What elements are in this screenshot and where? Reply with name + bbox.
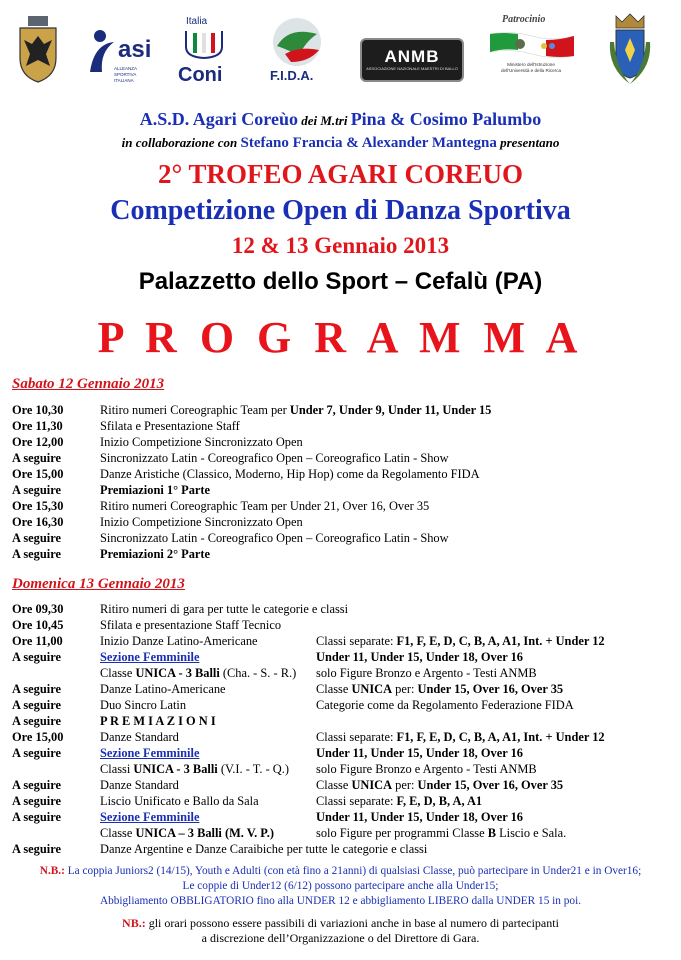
row-desc-text: Inizio Competizione Sincronizzato Open <box>100 515 303 529</box>
schedule-row <box>12 450 677 466</box>
row-classes-bold-2: Under 15, Over 16, Over 35 <box>417 682 564 696</box>
row-classes-extra: per: <box>392 682 418 696</box>
row-time: Ore 16,30 <box>12 515 64 529</box>
row-classes-text: solo Figure per programmi Classe <box>316 826 488 840</box>
row-desc-text: Danze Argentine e Danze Caraibiche per tutte le categorie e classi <box>100 842 428 856</box>
row-time: A seguire <box>12 778 61 792</box>
coat-of-arms-crown-logo <box>606 12 654 86</box>
row-description <box>100 514 677 530</box>
row-classes <box>316 681 677 697</box>
row-time: Ore 09,30 <box>12 602 64 616</box>
nb1-line1 <box>0 864 681 879</box>
row-desc-bold: Under 7, Under 9, Under 11, Under 15 <box>289 403 492 417</box>
sezione-femminile-label: Sezione Femminile <box>100 746 200 760</box>
row-classes <box>316 777 677 793</box>
row-classes-text: Classi separate: <box>316 794 397 808</box>
row-description <box>100 809 316 825</box>
row-desc-bold: Premiazioni 1° Parte <box>100 483 211 497</box>
row-description <box>100 761 316 777</box>
nb2-note <box>0 916 681 946</box>
row-time: A seguire <box>12 698 61 712</box>
sezione-femminile-label: Sezione Femminile <box>100 810 200 824</box>
row-classes-text: Classi separate: <box>316 730 397 744</box>
row-description <box>100 530 677 546</box>
row-classes-bold-2: Under 15, Over 16, Over 35 <box>417 778 564 792</box>
row-desc-text: Inizio Danze Latino-Americane <box>100 634 258 648</box>
row-classes <box>316 809 677 825</box>
row-desc-bold: Premiazioni 2° Parte <box>100 547 211 561</box>
nb2-line2: a discrezione dell’Organizzazione o del Direttore di Gara. <box>201 931 480 945</box>
coat-of-arms-eagle-logo <box>14 14 62 84</box>
row-time: Ore 15,00 <box>12 730 64 744</box>
nb1-line3: Abbigliamento OBBLIGATORIO fino alla UNDER 12 e abbigliamento LIBERO dalla UNDER 15 in poi. <box>99 895 582 907</box>
row-time: Ore 10,30 <box>12 403 64 417</box>
row-description <box>100 793 316 809</box>
schedule-row <box>12 498 677 514</box>
asi-logo-subtext: ALLEANZA SPORTIVA ITALIANA <box>114 66 137 83</box>
row-desc-text: Inizio Competizione Sincronizzato Open <box>100 435 303 449</box>
schedule-row <box>12 633 677 649</box>
ministry-text: Ministero dell'Istruzione dell'Università e della Ricerca <box>500 62 562 73</box>
row-classes-bold: F1, F, E, D, C, B, A, A1, Int. + Under 12 <box>396 730 605 744</box>
row-desc-text: Danze Standard <box>100 730 179 744</box>
row-description <box>100 745 316 761</box>
row-time: A seguire <box>12 810 61 824</box>
row-time: A seguire <box>12 682 61 696</box>
row-desc-text: Sfilata e Presentazione Staff <box>100 419 240 433</box>
schedule-row <box>12 729 677 745</box>
row-time: Ore 15,30 <box>12 499 64 513</box>
fida-logo <box>262 14 332 86</box>
row-description <box>100 697 316 713</box>
row-desc-bold: P R E M I A Z I O N I <box>100 714 216 728</box>
row-classes-text: Classe <box>316 682 352 696</box>
row-description <box>100 665 316 681</box>
row-time: Ore 15,00 <box>12 467 64 481</box>
sunday-schedule <box>12 601 677 857</box>
row-desc-text: Sincronizzato Latin - Coreografico Open – Coreografico Latin - Show <box>100 531 449 545</box>
schedule-row <box>12 466 677 482</box>
sezione-femminile-label: Sezione Femminile <box>100 650 200 664</box>
schedule-row <box>12 617 677 633</box>
row-time: Ore 11,30 <box>12 419 63 433</box>
row-time <box>12 825 100 841</box>
row-description <box>100 482 677 498</box>
row-desc-bold: UNICA - 3 Balli <box>133 762 218 776</box>
coni-logo <box>172 16 236 88</box>
fida-logo-text: F.I.D.A. <box>270 68 314 83</box>
row-classes-bold: B <box>487 826 496 840</box>
schedule-row <box>12 601 677 617</box>
row-time: A seguire <box>12 746 61 760</box>
row-description <box>100 498 677 514</box>
row-time: A seguire <box>12 842 61 856</box>
row-description <box>100 729 316 745</box>
asi-logo-text: asi <box>118 36 152 63</box>
trophy-title: 2° TROFEO AGARI COREUO <box>157 159 524 189</box>
organizer-name: A.S.D. Agari Coreùo <box>139 109 298 129</box>
anmb-logo <box>360 38 464 82</box>
row-classes <box>316 665 677 681</box>
row-desc-text: Ritiro numeri di gara per tutte le categorie e classi <box>100 602 349 616</box>
row-classes-bold: UNICA <box>351 682 393 696</box>
row-classes-extra: Liscio e Sala. <box>496 826 567 840</box>
organizer-line <box>0 108 681 132</box>
row-desc-text: Ritiro numeri Coreographic Team per Under 21, Over 16, Over 35 <box>100 499 430 513</box>
schedule-row <box>12 793 677 809</box>
schedule-row <box>12 777 677 793</box>
schedule-row <box>12 841 677 857</box>
patrocinio-label: Patrocinio <box>502 14 546 25</box>
row-time: Ore 10,45 <box>12 618 64 632</box>
row-classes <box>316 761 677 777</box>
event-venue: Palazzetto dello Sport – Cefalù (PA) <box>138 268 543 295</box>
row-time: Ore 11,00 <box>12 634 63 648</box>
schedule-row <box>12 434 677 450</box>
row-classes-text: Categorie come da Regolamento Federazione FIDA <box>316 698 574 712</box>
nb2-label: NB.: <box>122 916 146 930</box>
row-time <box>12 665 100 681</box>
row-classes <box>316 633 677 649</box>
row-desc-text: Classi <box>100 762 134 776</box>
schedule-row <box>12 649 677 665</box>
row-desc-text: Liscio Unificato e Ballo da Sala <box>100 794 259 808</box>
schedule-row <box>12 681 677 697</box>
row-desc-extra: (Cha. - S. - R.) <box>219 666 297 680</box>
row-classes-bold: F1, F, E, D, C, B, A, A1, Int. + Under 12 <box>396 634 605 648</box>
row-classes <box>316 729 677 745</box>
competition-title: Competizione Open di Danza Sportiva <box>110 195 571 226</box>
programma-title: P R O G R A M M A <box>97 313 584 362</box>
row-classes <box>316 745 677 761</box>
asi-logo <box>84 16 156 86</box>
nb1-label: N.B.: <box>39 865 65 877</box>
row-time: Ore 12,00 <box>12 435 64 449</box>
nb1-line2: Le coppie di Under12 (6/12) possono partecipare anche alla Under15; <box>182 880 499 892</box>
row-description <box>100 546 677 562</box>
collab-names: Stefano Francia & Alexander Mantegna <box>240 135 497 151</box>
italian-flag-icon <box>490 30 574 58</box>
nb1-note <box>0 864 681 909</box>
row-desc-text: Danze Latino-Americane <box>100 682 226 696</box>
row-time: A seguire <box>12 794 61 808</box>
row-description <box>100 450 677 466</box>
row-classes-bold: F, E, D, B, A, A1 <box>396 794 483 808</box>
row-desc-text: Danze Standard <box>100 778 179 792</box>
collab-suffix: presentano <box>496 135 560 150</box>
anmb-logo-subtext: ASSOCIAZIONE NAZIONALE MAESTRI DI BALLO <box>366 66 458 71</box>
row-desc-text: Duo Sincro Latin <box>100 698 187 712</box>
row-desc-text: Ritiro numeri Coreographic Team per <box>100 403 290 417</box>
schedule-row <box>12 761 677 777</box>
row-desc-text: Classe <box>100 826 136 840</box>
row-classes <box>316 697 677 713</box>
row-description <box>100 466 677 482</box>
row-time: A seguire <box>12 531 61 545</box>
row-description <box>100 825 316 841</box>
row-classes-bold: Under 11, Under 15, Under 18, Over 16 <box>316 650 523 664</box>
row-desc-extra: (V.I. - T. - Q.) <box>217 762 289 776</box>
row-desc-text: Danze Aristiche (Classico, Moderno, Hip Hop) come da Regolamento FIDA <box>100 467 480 481</box>
schedule-row <box>12 745 677 761</box>
row-desc-text: Classe <box>100 666 136 680</box>
schedule-row <box>12 713 677 729</box>
row-description <box>100 681 316 697</box>
collaboration-line <box>0 134 681 152</box>
row-desc-text: Sincronizzato Latin - Coreografico Open – Coreografico Latin - Show <box>100 451 449 465</box>
row-desc-text: Sfilata e presentazione Staff Tecnico <box>100 618 282 632</box>
schedule-row <box>12 697 677 713</box>
nb1-line1-text: La coppia Juniors2 (14/15), Youth e Adulti (con età fino a 21anni) di qualsiasi Classe, può partecipare in Under21 e in Over16; <box>64 865 642 877</box>
row-classes-text: Classi separate: <box>316 634 397 648</box>
schedule-row <box>12 402 677 418</box>
row-desc-bold: UNICA – 3 Balli (M. V. P.) <box>135 826 274 840</box>
schedule-row <box>12 514 677 530</box>
row-description <box>100 402 677 418</box>
row-time <box>12 761 100 777</box>
coni-italia-text: Italia <box>186 16 208 27</box>
row-classes <box>316 649 677 665</box>
patrocinio-block <box>488 14 576 88</box>
schedule-row <box>12 482 677 498</box>
row-classes-text: Classe <box>316 778 352 792</box>
row-time: A seguire <box>12 451 61 465</box>
schedule-row <box>12 418 677 434</box>
row-description <box>100 601 677 617</box>
row-description <box>100 617 677 633</box>
schedule-row <box>12 825 677 841</box>
row-time: A seguire <box>12 714 61 728</box>
row-time: A seguire <box>12 650 61 664</box>
logo-row <box>0 10 681 90</box>
saturday-schedule <box>12 402 677 562</box>
row-desc-bold: UNICA - 3 Balli <box>135 666 220 680</box>
row-description <box>100 434 677 450</box>
row-classes-bold: Under 11, Under 15, Under 18, Over 16 <box>316 810 523 824</box>
row-time: A seguire <box>12 547 61 561</box>
schedule-row <box>12 665 677 681</box>
row-classes <box>316 825 677 841</box>
row-time: A seguire <box>12 483 61 497</box>
row-description <box>100 649 316 665</box>
row-classes <box>316 793 677 809</box>
collab-prefix: in collaborazione con <box>121 135 241 150</box>
row-description <box>100 777 316 793</box>
row-classes-bold: Under 11, Under 15, Under 18, Over 16 <box>316 746 523 760</box>
nb2-line1 <box>0 916 681 931</box>
row-classes-bold: UNICA <box>351 778 393 792</box>
row-description <box>100 418 677 434</box>
row-classes-text: solo Figure Bronzo e Argento - Testi ANMB <box>316 666 537 680</box>
nb2-line1-text: gli orari possono essere passibili di variazioni anche in base al numero di partecipanti <box>145 916 559 930</box>
row-description <box>100 633 316 649</box>
sunday-title: Domenica 13 Gennaio 2013 <box>12 576 185 592</box>
row-description <box>100 713 677 729</box>
coni-logo-text: Coni <box>178 64 223 86</box>
row-description <box>100 841 677 857</box>
anmb-logo-text: ANMB <box>384 47 440 66</box>
saturday-title: Sabato 12 Gennaio 2013 <box>12 376 165 392</box>
schedule-row <box>12 546 677 562</box>
row-classes-extra: per: <box>392 778 418 792</box>
event-dates: 12 & 13 Gennaio 2013 <box>231 233 450 258</box>
row-classes-text: solo Figure Bronzo e Argento - Testi ANMB <box>316 762 537 776</box>
organizer-dei: dei M.tri <box>297 113 351 128</box>
organizer-masters: Pina & Cosimo Palumbo <box>350 109 542 129</box>
schedule-row <box>12 530 677 546</box>
schedule-row <box>12 809 677 825</box>
